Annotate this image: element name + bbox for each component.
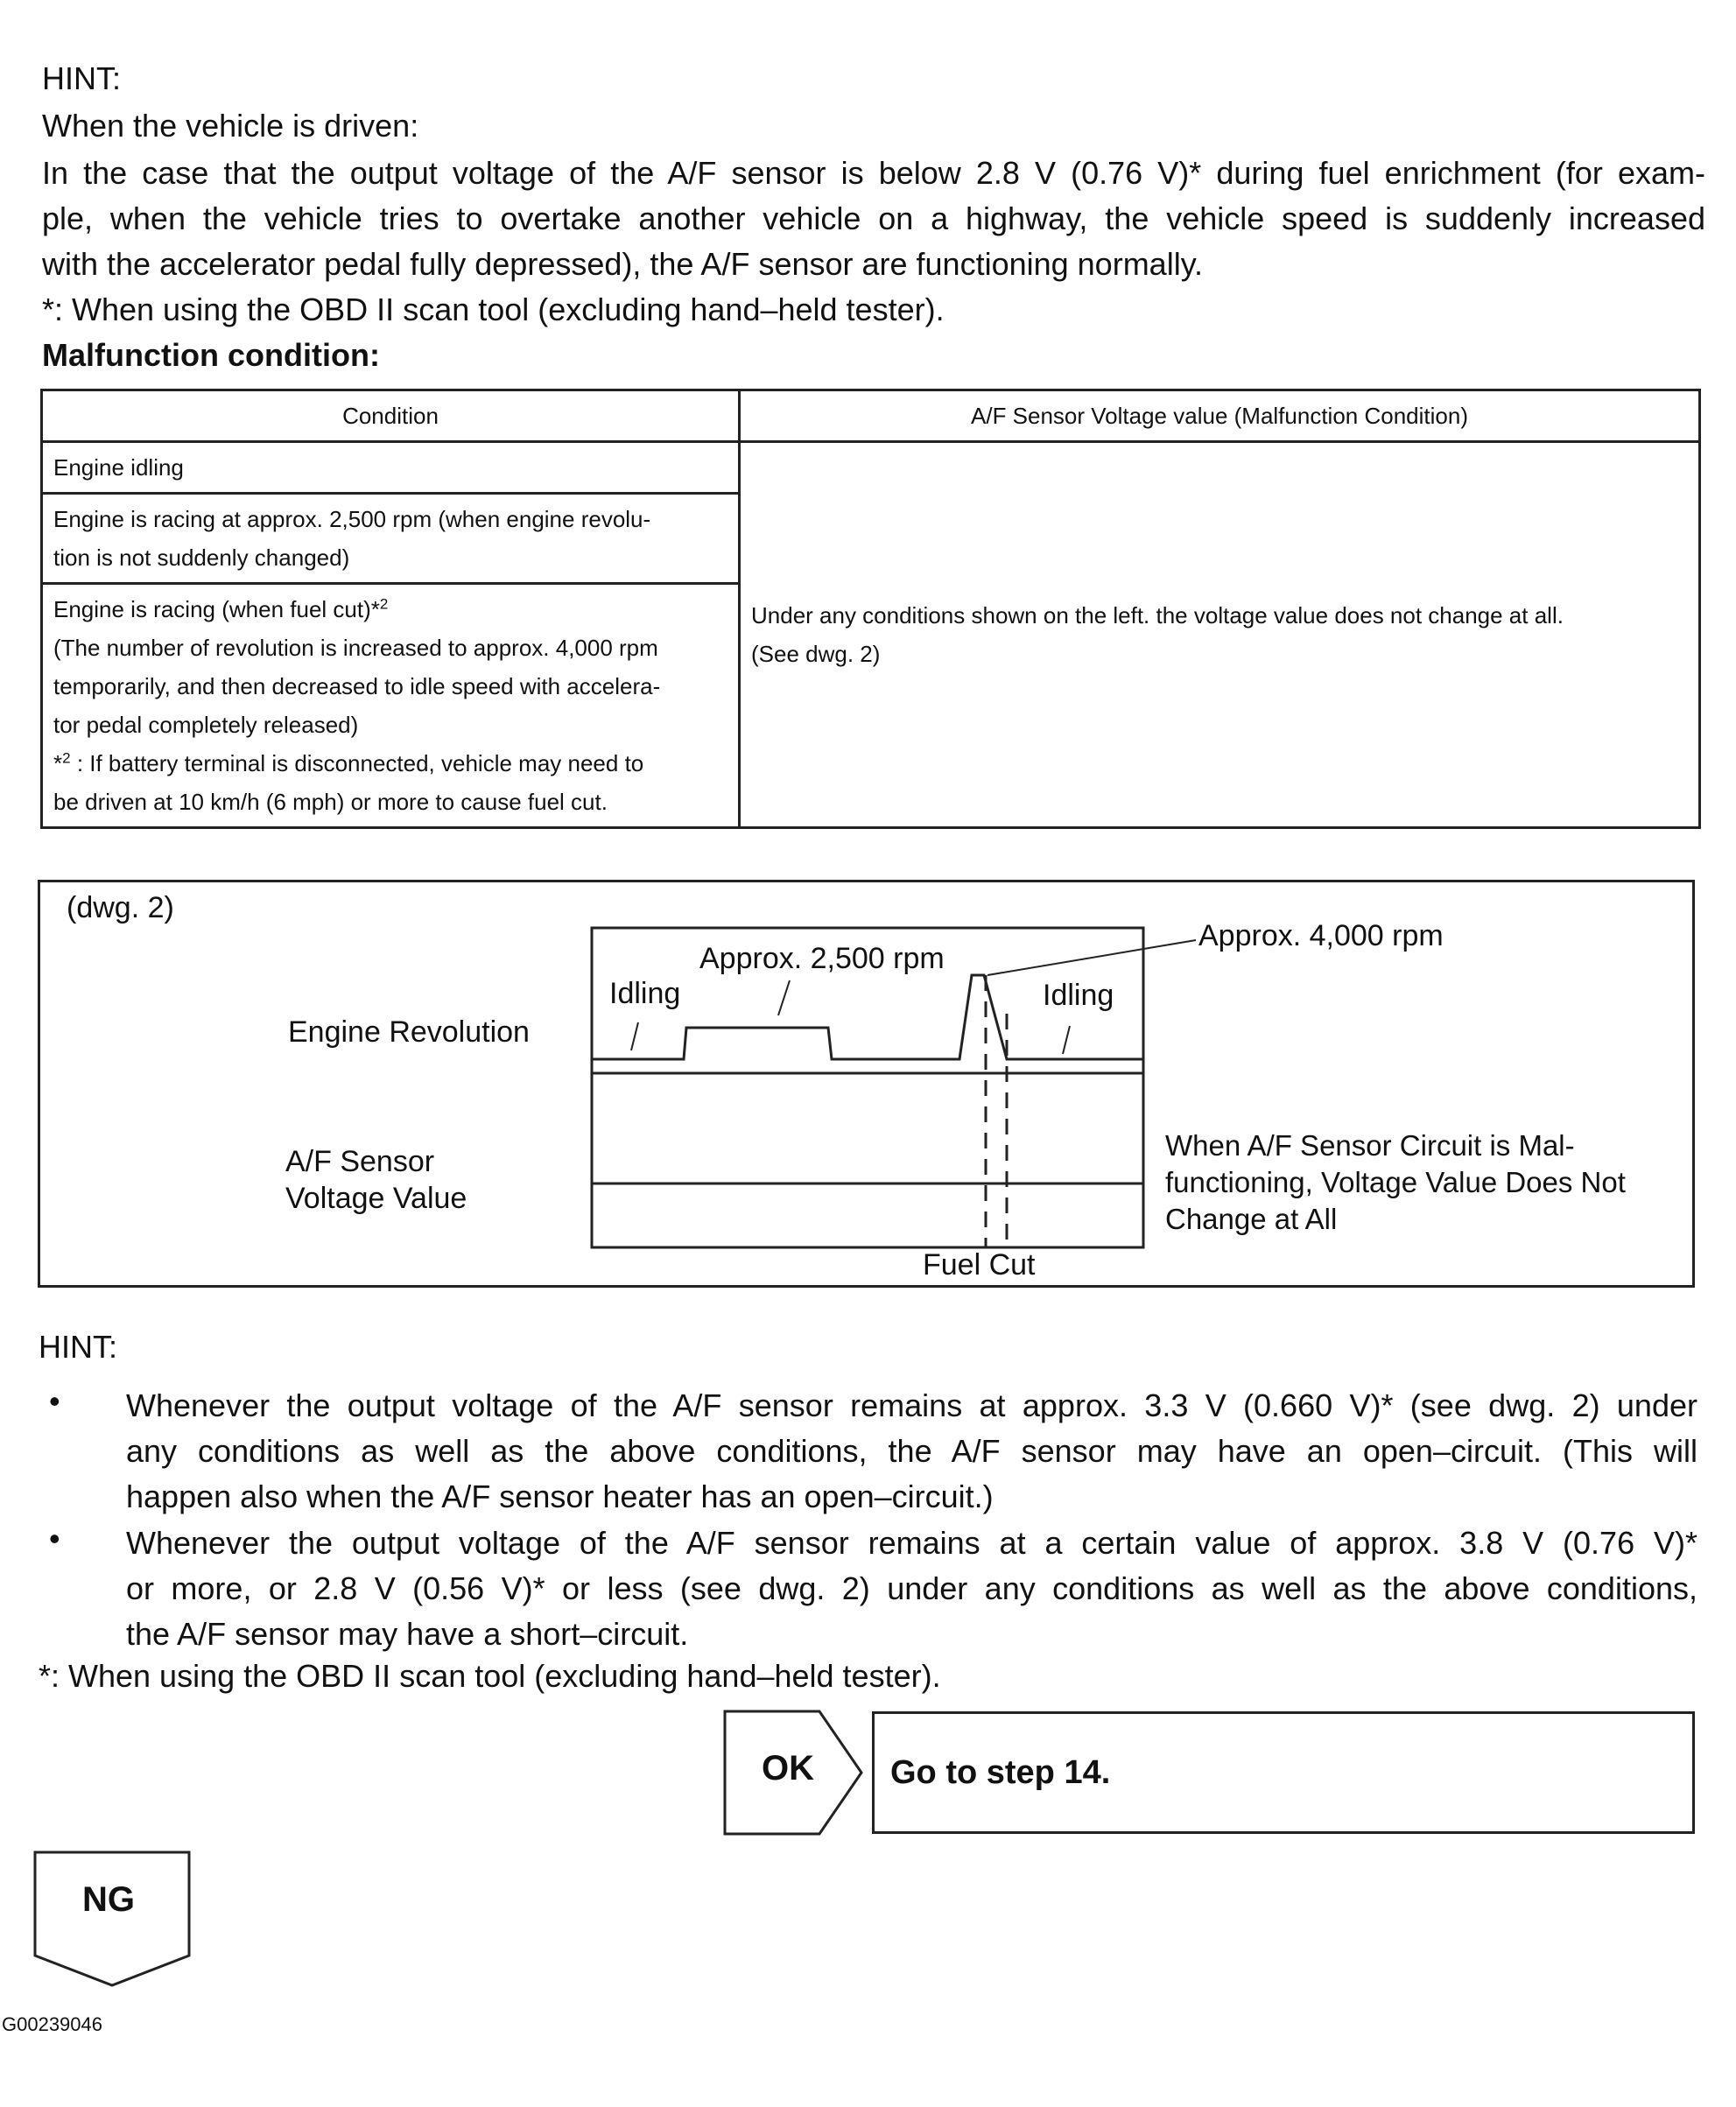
bullet-line: Whenever the output voltage of the A/F sensor remains at a certain value of approx. 3.8 V (0.76 V)*	[126, 1525, 1697, 1561]
hint2-bullet	[126, 1383, 1697, 1520]
hint2-bullet	[126, 1521, 1697, 1657]
bullet-line: Whenever the output voltage of the A/F sensor remains at approx. 3.3 V (0.660 V)* (see dwg. 2) under	[126, 1387, 1697, 1423]
footnote-text: : If battery terminal is disconnected, vehicle may need to	[70, 750, 644, 776]
condition-text: temporarily, and then decreased to idle speed with accelera-	[53, 673, 661, 699]
idling-right-label: Idling	[1043, 979, 1114, 1012]
fuel-cut-label: Fuel Cut	[923, 1248, 1036, 1282]
hint2-footnote: *: When using the OBD II scan tool (excluding hand–held tester).	[39, 1658, 941, 1694]
condition-text: tion is not suddenly changed)	[53, 544, 350, 571]
bullet-line: the A/F sensor may have a short–circuit.	[126, 1616, 689, 1652]
af-sensor-label: A/F Sensor	[285, 1145, 435, 1178]
hint-line: When the vehicle is driven:	[42, 108, 419, 144]
condition-text-main: Engine is racing (when fuel cut)*	[53, 596, 380, 622]
condition-cell: Engine idling	[42, 442, 740, 494]
leader-line	[987, 942, 1185, 975]
footnote-marker: 2	[62, 749, 71, 767]
table-header-row	[42, 390, 1700, 442]
figure-code: G00239046	[2, 2013, 102, 2035]
leader-line	[631, 1022, 638, 1050]
hint-title: HINT:	[42, 60, 121, 96]
bullet-icon: •	[49, 1383, 60, 1419]
voltage-text: Under any conditions shown on the left. the voltage value does not change at all.	[751, 602, 1564, 629]
bullet-line: any conditions as well as the above conditions, the A/F sensor may have an open–circuit. (This will	[126, 1433, 1697, 1469]
malfunction-heading: Malfunction condition:	[42, 337, 380, 373]
bullet-line: happen also when the A/F sensor heater has an open–circuit.)	[126, 1478, 994, 1514]
voltage-cell	[740, 442, 1700, 828]
malfunction-note: Change at All	[1165, 1203, 1338, 1235]
condition-text: (The number of revolution is increased to approx. 4,000 rpm	[53, 635, 658, 661]
hint-footnote: *: When using the OBD II scan tool (excluding hand–held tester).	[42, 291, 945, 327]
drawing-frame	[38, 880, 1695, 1288]
leader-line	[1063, 1026, 1070, 1054]
condition-cell	[42, 494, 740, 584]
leader-line	[778, 980, 790, 1015]
footnote-star: *	[53, 750, 63, 776]
malfunction-note: functioning, Voltage Value Does Not	[1165, 1166, 1626, 1198]
condition-text: be driven at 10 km/h (6 mph) or more to cause fuel cut.	[53, 789, 608, 815]
col-condition-header: Condition	[42, 390, 740, 442]
af-sensor-label: Voltage Value	[285, 1182, 467, 1215]
condition-text: tor pedal completely released)	[53, 712, 359, 738]
bullet-icon: •	[49, 1521, 60, 1556]
table-row	[42, 442, 1700, 494]
engine-revolution-label: Engine Revolution	[288, 1015, 530, 1049]
idling-left-label: Idling	[609, 977, 681, 1010]
ok-label[interactable]: OK	[762, 1749, 814, 1787]
voltage-text: (See dwg. 2)	[751, 641, 881, 667]
timing-diagram	[40, 882, 1692, 1285]
col-voltage-header: A/F Sensor Voltage value (Malfunction Condition)	[740, 390, 1700, 442]
bullet-line: or more, or 2.8 V (0.56 V)* or less (see dwg. 2) under any conditions as well as the above conditions,	[126, 1570, 1697, 1606]
approx-2500-label: Approx. 2,500 rpm	[699, 942, 945, 975]
diagram-box	[592, 928, 1143, 1247]
malfunction-table	[40, 389, 1701, 829]
footnote-marker: 2	[379, 595, 389, 613]
hint-line: In the case that the output voltage of the A/F sensor is below 2.8 V (0.76 V)* during fuel enrichment (for exam-	[42, 155, 1705, 191]
condition-text: Engine is racing at approx. 2,500 rpm (when engine revolu-	[53, 506, 651, 532]
rpm-line	[592, 975, 1143, 1059]
hint-line: ple, when the vehicle tries to overtake another vehicle on a highway, the vehicle speed is suddenly increased	[42, 200, 1705, 236]
drawing-label: (dwg. 2)	[67, 891, 174, 924]
condition-cell	[42, 584, 740, 828]
hint-line: with the accelerator pedal fully depressed), the A/F sensor are functioning normally.	[42, 246, 1204, 282]
condition-text	[53, 744, 727, 783]
hint2-title: HINT:	[39, 1329, 117, 1365]
condition-text	[53, 590, 727, 629]
approx-4000-label: Approx. 4,000 rpm	[1198, 919, 1444, 952]
leader-line	[1185, 940, 1196, 942]
goto-step-box[interactable]: Go to step 14.	[872, 1711, 1695, 1834]
malfunction-note: When A/F Sensor Circuit is Mal-	[1165, 1129, 1575, 1162]
ng-label[interactable]: NG	[82, 1880, 135, 1919]
